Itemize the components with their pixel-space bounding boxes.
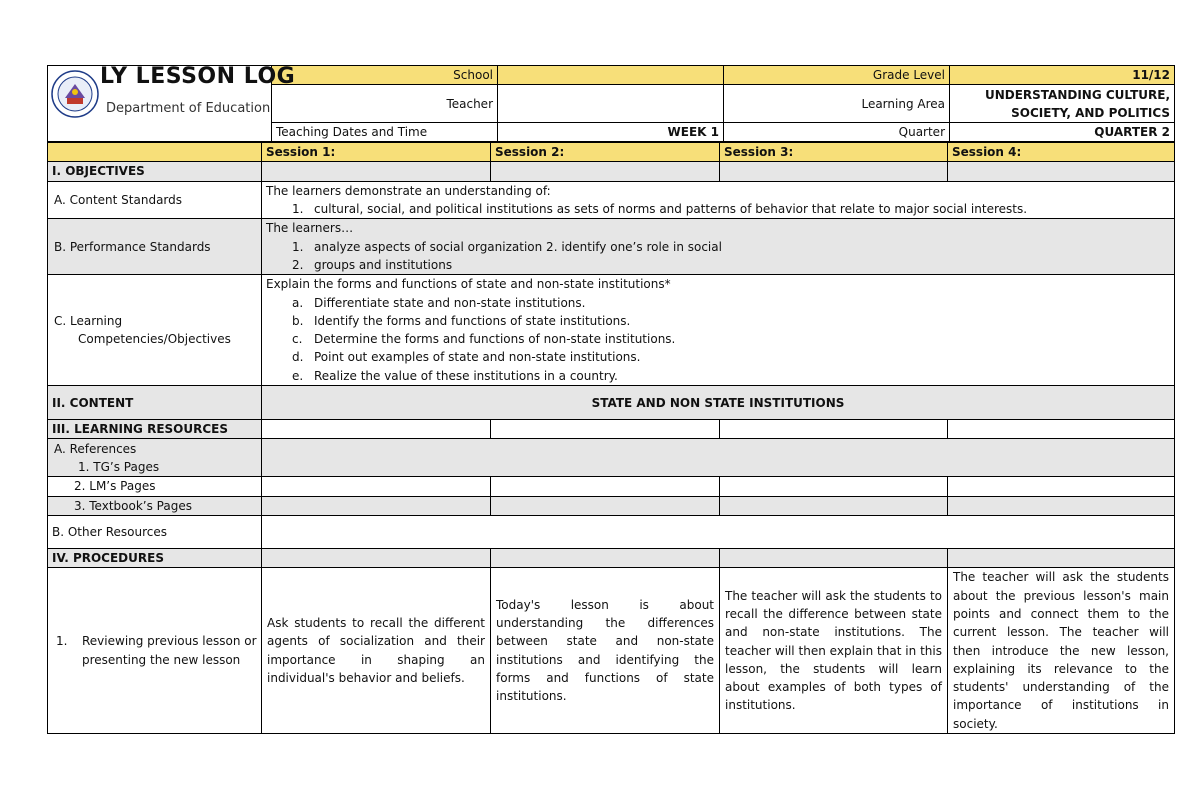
learning-resources-s3[interactable] — [720, 420, 948, 439]
session-4-header: Session 4: — [948, 143, 1175, 162]
learning-area-line1: UNDERSTANDING CULTURE, — [984, 87, 1170, 102]
textbook-pages-s4[interactable] — [948, 496, 1175, 515]
list-item: 1. cultural, social, and political institutions as sets of norms and patterns of behavior that relate to major social interests. — [292, 201, 1028, 216]
learning-area-line2: SOCIETY, AND POLITICS — [1011, 105, 1170, 120]
textbook-pages-label: 3. Textbook’s Pages — [48, 496, 262, 515]
learning-area-value[interactable] — [950, 85, 1175, 123]
list-item: 1. analyze aspects of social organization 2. identify one’s role in social — [292, 239, 722, 254]
teacher-label: Teacher — [272, 85, 498, 123]
procedures-s1[interactable] — [262, 549, 491, 568]
list-item: d. Point out examples of state and non-state institutions. — [292, 350, 641, 365]
log-title: LY LESSON LOG — [100, 64, 296, 89]
competencies-intro: Explain the forms and functions of state and non-state institutions* — [266, 277, 671, 292]
tg-pages-label: 1. TG’s Pages — [78, 459, 160, 474]
school-label: School — [272, 66, 498, 85]
lm-pages-label: 2. LM’s Pages — [48, 477, 262, 496]
lm-pages-s2[interactable] — [491, 477, 720, 496]
list-item: c. Determine the forms and functions of non-state institutions. — [292, 332, 676, 347]
grade-level-value[interactable]: 11/12 — [950, 66, 1175, 85]
other-resources-field[interactable] — [262, 516, 1175, 549]
references-label — [48, 439, 262, 477]
other-resources-label: B. Other Resources — [48, 516, 262, 549]
performance-standards-text[interactable] — [262, 219, 1175, 275]
procedures-heading: IV. PROCEDURES — [48, 549, 262, 568]
teacher-field[interactable] — [498, 85, 724, 123]
procedure-1-session-4[interactable]: The teacher will ask the students about the previous lesson's main points and connect them to the current lesson. The teacher will then introduce the new lesson, explaining its relevance to the students' understanding of the importance of institutions in society. — [948, 568, 1175, 734]
content-heading: II. CONTENT — [48, 386, 262, 420]
tg-pages-field[interactable] — [262, 439, 1175, 477]
quarter-label: Quarter — [724, 123, 950, 142]
objectives-s4[interactable] — [948, 162, 1175, 181]
lm-pages-s3[interactable] — [720, 477, 948, 496]
grade-level-label: Grade Level — [724, 66, 950, 85]
teaching-dates-label: Teaching Dates and Time — [272, 123, 498, 142]
session-3-header: Session 3: — [720, 143, 948, 162]
learning-resources-s4[interactable] — [948, 420, 1175, 439]
procedure-1-session-2[interactable]: Today's lesson is about understanding the differences between state and non-state institutions and identifying the forms and functions of state institutions. — [491, 568, 720, 734]
procedure-1-session-3[interactable]: The teacher will ask the students to recall the difference between state and non-state institutions. The teacher will then explain that in this lesson, the students will learn about examples of both types of institutions. — [720, 568, 948, 734]
lm-pages-s1[interactable] — [262, 477, 491, 496]
textbook-pages-s1[interactable] — [262, 496, 491, 515]
references-heading: A. References — [54, 441, 137, 456]
list-item: 2. groups and institutions — [292, 257, 453, 272]
objectives-s3[interactable] — [720, 162, 948, 181]
department-name: Department of Education — [106, 101, 271, 116]
list-item: e. Realize the value of these institutions in a country. — [292, 368, 618, 383]
competencies-label-line2: Competencies/Objectives — [78, 332, 231, 347]
session-corner — [48, 143, 262, 162]
content-standards-intro: The learners demonstrate an understanding of: — [266, 183, 551, 198]
procedure-1-label — [48, 568, 262, 734]
lesson-log-header — [47, 65, 1175, 142]
week-value[interactable]: WEEK 1 — [498, 123, 724, 142]
procedure-1-text: Reviewing previous lesson or presenting the new lesson — [82, 634, 257, 667]
competencies-label-line1: C. Learning — [54, 313, 123, 328]
procedures-s3[interactable] — [720, 549, 948, 568]
quarter-value[interactable]: QUARTER 2 — [950, 123, 1175, 142]
performance-standards-label: B. Performance Standards — [48, 219, 262, 275]
textbook-pages-s2[interactable] — [491, 496, 720, 515]
procedures-s4[interactable] — [948, 549, 1175, 568]
list-item: b. Identify the forms and functions of state institutions. — [292, 313, 631, 328]
procedures-s2[interactable] — [491, 549, 720, 568]
procedure-1-marker: 1. — [56, 634, 68, 649]
objectives-s2[interactable] — [491, 162, 720, 181]
performance-standards-intro: The learners… — [266, 221, 354, 236]
session-1-header: Session 1: — [262, 143, 491, 162]
competencies-text[interactable] — [262, 275, 1175, 386]
deped-seal-icon — [51, 70, 99, 118]
learning-resources-s2[interactable] — [491, 420, 720, 439]
content-value[interactable]: STATE AND NON STATE INSTITUTIONS — [262, 386, 1175, 420]
school-field[interactable] — [498, 66, 724, 85]
session-2-header: Session 2: — [491, 143, 720, 162]
lm-pages-s4[interactable] — [948, 477, 1175, 496]
learning-area-label: Learning Area — [724, 85, 950, 123]
textbook-pages-s3[interactable] — [720, 496, 948, 515]
content-standards-text[interactable] — [262, 181, 1175, 219]
competencies-label — [48, 275, 262, 386]
learning-resources-heading: III. LEARNING RESOURCES — [48, 420, 262, 439]
objectives-s1[interactable] — [262, 162, 491, 181]
content-standards-label: A. Content Standards — [48, 181, 262, 219]
list-item: a. Differentiate state and non-state institutions. — [292, 295, 586, 310]
learning-resources-s1[interactable] — [262, 420, 491, 439]
objectives-heading: I. OBJECTIVES — [48, 162, 262, 181]
procedure-1-session-1[interactable]: Ask students to recall the different agents of socialization and their importance in shaping an individual's behavior and beliefs. — [262, 568, 491, 734]
lesson-log-body — [47, 142, 1175, 734]
header-logo-cell — [48, 64, 296, 142]
